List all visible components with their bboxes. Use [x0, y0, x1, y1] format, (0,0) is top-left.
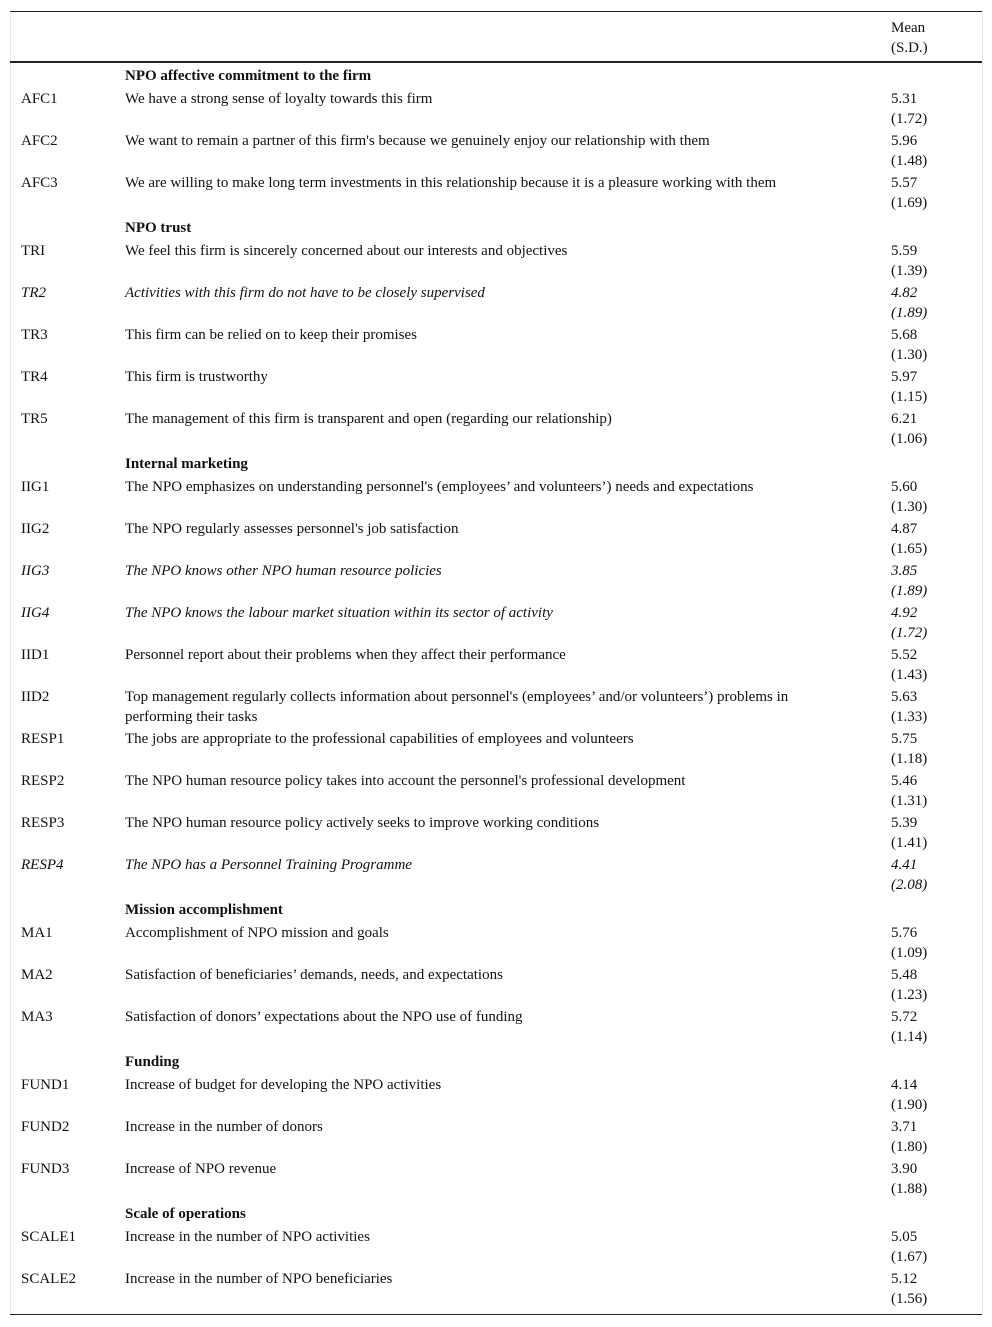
item-mean: 5.72 [891, 1009, 918, 1025]
section-heading: NPO affective commitment to the firm [125, 68, 372, 84]
item-stats [891, 325, 927, 365]
item-stats [891, 173, 927, 213]
item-mean: 5.68 [891, 327, 918, 343]
item-sd: (1.89) [891, 305, 928, 321]
item-mean: 5.97 [891, 369, 918, 385]
item-text: The NPO human resource policy actively seeks to improve working conditions [125, 815, 600, 831]
item-stats [891, 477, 927, 517]
item-sd: (1.41) [891, 835, 928, 851]
item-stats [891, 131, 927, 171]
item-code: MA1 [21, 925, 53, 941]
item-sd: (2.08) [891, 877, 928, 893]
item-sd: (1.90) [891, 1097, 928, 1113]
item-stats [891, 645, 927, 685]
item-code: IID2 [21, 689, 50, 705]
section-heading: Scale of operations [125, 1206, 246, 1222]
item-code: TR2 [21, 285, 47, 301]
item-code: IIG1 [21, 479, 50, 495]
item-text: The NPO knows the labour market situation within its sector of activity [125, 605, 553, 621]
item-mean: 3.90 [891, 1161, 918, 1177]
item-sd: (1.06) [891, 431, 928, 447]
item-stats [891, 965, 927, 1005]
item-sd: (1.72) [891, 111, 928, 127]
item-sd: (1.89) [891, 583, 928, 599]
item-text: Increase in the number of NPO activities [125, 1229, 370, 1245]
item-stats [891, 409, 927, 449]
item-sd: (1.33) [891, 709, 928, 725]
item-text: The NPO has a Personnel Training Programme [125, 857, 412, 873]
item-mean: 5.57 [891, 175, 918, 191]
item-sd: (1.39) [891, 263, 928, 279]
item-code: RESP2 [21, 773, 65, 789]
item-mean: 4.87 [891, 521, 918, 537]
item-code: RESP4 [21, 857, 64, 873]
item-code: AFC2 [21, 133, 58, 149]
item-mean: 5.46 [891, 773, 918, 789]
item-text: Increase of budget for developing the NPO activities [125, 1077, 442, 1093]
item-code: RESP1 [21, 731, 65, 747]
item-stats [891, 603, 927, 643]
item-stats [891, 813, 927, 853]
item-mean: 5.12 [891, 1271, 918, 1287]
item-text: We have a strong sense of loyalty towards this firm [125, 91, 433, 107]
item-mean: 4.92 [891, 605, 918, 621]
item-mean: 3.85 [891, 563, 918, 579]
item-stats [891, 729, 927, 769]
item-stats [891, 367, 927, 407]
item-mean: 4.82 [891, 285, 918, 301]
item-code: IIG4 [21, 605, 50, 621]
item-stats [891, 283, 927, 323]
item-sd: (1.48) [891, 153, 928, 169]
item-text: Satisfaction of beneficiaries’ demands, needs, and expectations [125, 967, 503, 983]
item-mean: 6.21 [891, 411, 918, 427]
item-stats [891, 1227, 927, 1267]
item-sd: (1.23) [891, 987, 928, 1003]
item-stats [891, 519, 927, 559]
item-sd: (1.14) [891, 1029, 928, 1045]
item-sd: (1.09) [891, 945, 928, 961]
item-code: FUND1 [21, 1077, 70, 1093]
item-code: RESP3 [21, 815, 65, 831]
table-bottom-rule [10, 1314, 982, 1315]
item-text: We want to remain a partner of this firm's because we genuinely enjoy our relationship with them [125, 133, 710, 149]
item-stats [891, 771, 927, 811]
item-text: The jobs are appropriate to the professional capabilities of employees and volunteers [125, 731, 634, 747]
item-sd: (1.18) [891, 751, 928, 767]
item-text: We are willing to make long term investments in this relationship because it is a pleasure working with them [125, 175, 777, 191]
item-text: We feel this firm is sincerely concerned about our interests and objectives [125, 243, 568, 259]
item-text: The NPO knows other NPO human resource policies [125, 563, 442, 579]
item-mean: 4.41 [891, 857, 918, 873]
item-stats [891, 855, 927, 895]
item-code: SCALE1 [21, 1229, 77, 1245]
item-sd: (1.88) [891, 1181, 928, 1197]
item-mean: 5.31 [891, 91, 918, 107]
item-stats [891, 1075, 927, 1115]
item-text: Top management regularly collects information about personnel's (employees’ and/or volunteers’) problems in performing their tasks [125, 689, 789, 725]
item-code: MA3 [21, 1009, 53, 1025]
item-text: Increase of NPO revenue [125, 1161, 277, 1177]
item-stats [891, 687, 927, 727]
item-text: Personnel report about their problems when they affect their performance [125, 647, 566, 663]
item-code: TRI [21, 243, 46, 259]
table-header-rule [10, 61, 982, 63]
item-mean: 4.14 [891, 1077, 918, 1093]
item-mean: 5.76 [891, 925, 918, 941]
item-stats [891, 89, 927, 129]
item-code: SCALE2 [21, 1271, 77, 1287]
item-code: AFC3 [21, 175, 58, 191]
item-mean: 5.75 [891, 731, 918, 747]
item-code: IID1 [21, 647, 50, 663]
item-mean: 5.48 [891, 967, 918, 983]
section-heading: Internal marketing [125, 456, 248, 472]
item-mean: 5.96 [891, 133, 918, 149]
item-sd: (1.69) [891, 195, 928, 211]
column-header-mean-sd [891, 18, 928, 58]
item-mean: 5.39 [891, 815, 918, 831]
item-text: Increase in the number of NPO beneficiaries [125, 1271, 393, 1287]
section-heading: NPO trust [125, 220, 192, 236]
item-text: This firm can be relied on to keep their promises [125, 327, 417, 343]
item-text: The NPO emphasizes on understanding personnel's (employees’ and volunteers’) needs and expectations [125, 479, 754, 495]
item-sd: (1.43) [891, 667, 928, 683]
item-sd: (1.30) [891, 347, 928, 363]
item-code: TR5 [21, 411, 48, 427]
item-stats [891, 1159, 927, 1199]
item-text: The NPO regularly assesses personnel's job satisfaction [125, 521, 459, 537]
item-sd: (1.30) [891, 499, 928, 515]
item-stats [891, 241, 927, 281]
table-top-rule [10, 11, 982, 12]
item-text: The management of this firm is transparent and open (regarding our relationship) [125, 411, 612, 427]
item-mean: 3.71 [891, 1119, 918, 1135]
item-code: IIG2 [21, 521, 50, 537]
item-text: The NPO human resource policy takes into account the personnel's professional development [125, 773, 686, 789]
item-stats [891, 1117, 927, 1157]
item-stats [891, 923, 927, 963]
item-sd: (1.15) [891, 389, 928, 405]
item-code: FUND2 [21, 1119, 70, 1135]
item-sd: (1.67) [891, 1249, 928, 1265]
item-sd: (1.72) [891, 625, 928, 641]
item-stats [891, 561, 927, 601]
sd-header-label: (S.D.) [891, 40, 928, 56]
item-mean: 5.52 [891, 647, 918, 663]
item-code: AFC1 [21, 91, 58, 107]
item-code: IIG3 [21, 563, 50, 579]
item-mean: 5.05 [891, 1229, 918, 1245]
item-text: Increase in the number of donors [125, 1119, 323, 1135]
item-text: Accomplishment of NPO mission and goals [125, 925, 389, 941]
section-heading: Mission accomplishment [125, 902, 283, 918]
item-code: FUND3 [21, 1161, 70, 1177]
item-code: TR3 [21, 327, 48, 343]
item-stats [891, 1269, 927, 1309]
item-mean: 5.60 [891, 479, 918, 495]
item-sd: (1.80) [891, 1139, 928, 1155]
item-code: TR4 [21, 369, 48, 385]
item-sd: (1.56) [891, 1291, 928, 1307]
mean-header-label: Mean [891, 20, 926, 36]
item-text: Satisfaction of donors’ expectations about the NPO use of funding [125, 1009, 523, 1025]
item-code: MA2 [21, 967, 53, 983]
item-mean: 5.63 [891, 689, 918, 705]
item-sd: (1.31) [891, 793, 928, 809]
item-stats [891, 1007, 927, 1047]
item-text: Activities with this firm do not have to be closely supervised [125, 285, 485, 301]
item-mean: 5.59 [891, 243, 918, 259]
item-sd: (1.65) [891, 541, 928, 557]
item-text: This firm is trustworthy [125, 369, 268, 385]
section-heading: Funding [125, 1054, 180, 1070]
